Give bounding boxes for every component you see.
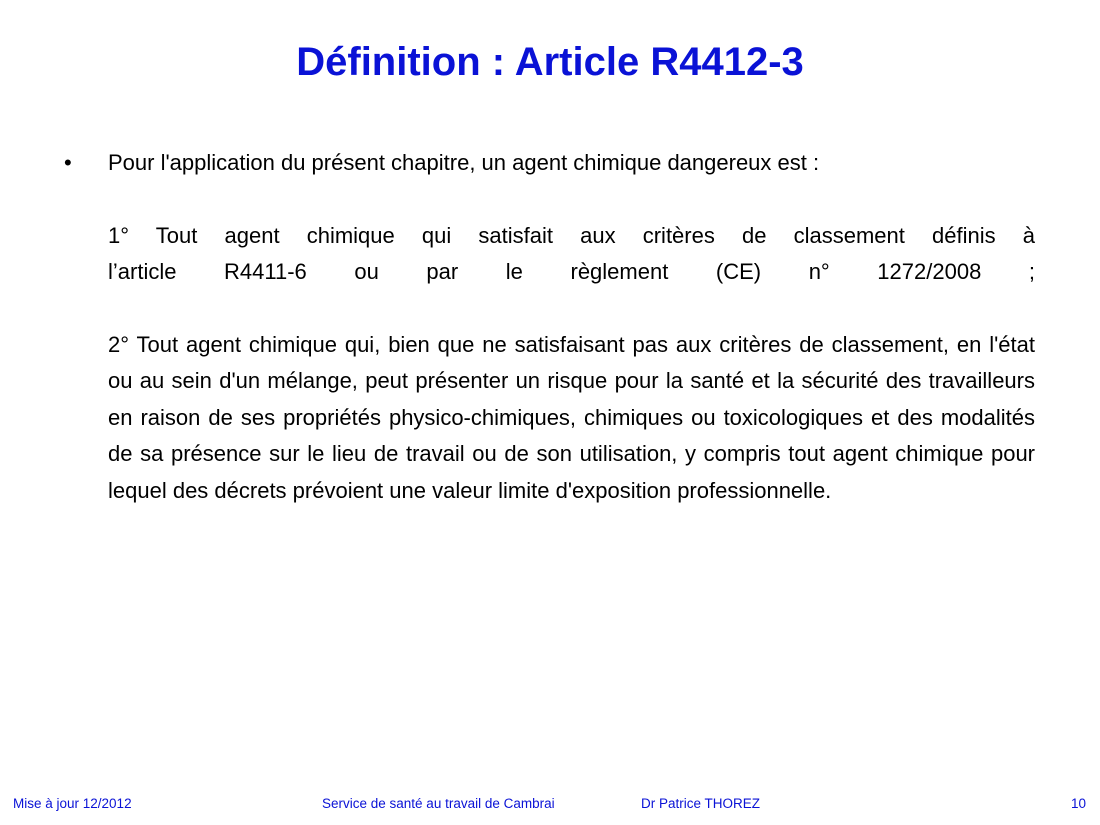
- item1-line2: l’article R4411-6 ou par le règlement (CE) n° 1272/2008 ;: [108, 259, 1035, 284]
- bullet-item: [60, 145, 1035, 509]
- item2-text: 2° Tout agent chimique qui, bien que ne satisfaisant pas aux critères de classement, en l'état ou au sein d'un mélange, peut présenter un risque pour la santé et la sécurité des travailleurs en raison de ses propriétés physico-chimiques, chimiques ou toxicologiques et des modalités de sa présence sur le lieu de travail ou de son utilisation, y compris tout agent chimique pour lequel des décrets prévoient une valeur limite d'exposition professionnelle.: [108, 331, 1035, 503]
- intro-text: Pour l'application du présent chapitre, un agent chimique dangereux est :: [108, 150, 820, 175]
- footer-page-number: 10: [1071, 796, 1087, 811]
- item1-line1: 1° Tout agent chimique qui satisfait aux critères de classement définis à: [108, 222, 1035, 248]
- slide-content: [60, 145, 1035, 509]
- footer-author: Dr Patrice THOREZ: [641, 796, 761, 811]
- footer-service-name: Service de santé au travail de Cambrai: [322, 796, 555, 811]
- slide-title: Définition : Article R4412-3: [296, 40, 804, 84]
- footer-update-date: Mise à jour 12/2012: [13, 796, 132, 811]
- bullet-marker: •: [64, 150, 72, 175]
